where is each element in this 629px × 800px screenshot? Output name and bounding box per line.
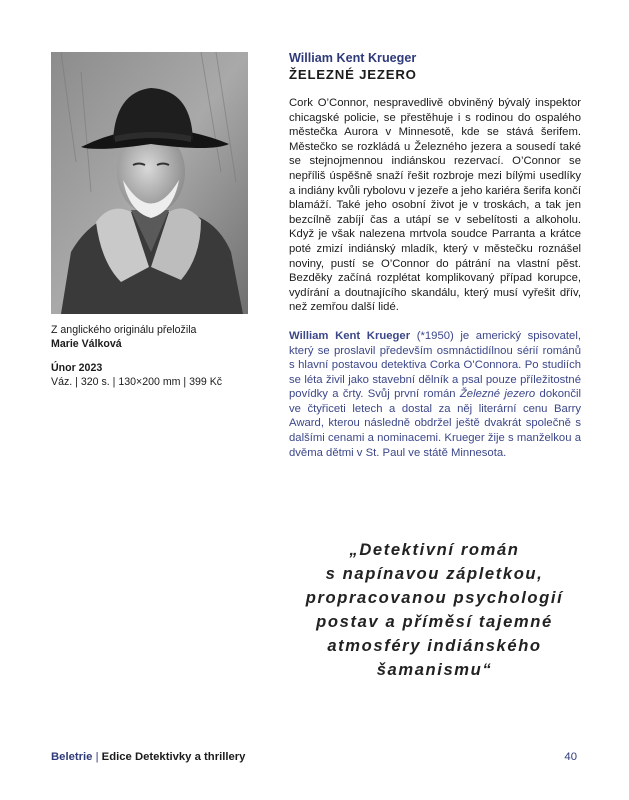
quote-line: postav a příměsí tajemné [316,612,553,631]
quote-line: atmosféry indiánského [327,636,542,655]
footer-series: Beletrie [51,751,93,763]
publication-info [51,323,261,389]
page-footer [51,751,581,763]
translator-name: Marie Válková [51,338,122,350]
bio-text-part1: (*1950) je americký spisovatel, který se proslavil především osmnáctidílnou sérií románů s hlavní postavou detektiva Corka O’Connora. Po studiích se léta živil jako stavební dělník a psal pouze příležitostné povídky a črty. Svůj první román [289,329,581,401]
footer-separator: | [92,751,102,763]
quote-line: s napínavou zápletkou, [325,564,544,583]
author-bio [289,329,581,460]
bio-work-title: Železné jezero [459,388,536,401]
book-description [289,51,581,460]
quote-line: propracovanou psychologií [305,588,564,607]
page-number: 40 [564,751,577,763]
bio-author-name: William Kent Krueger [289,329,411,342]
quote-line: šamanismu“ [376,660,493,679]
book-author: William Kent Krueger [289,51,417,65]
author-photo [51,52,248,314]
quote-line: „Detektivní román [349,540,520,559]
synopsis: Cork O’Connor, nespravedlivě obviněný bývalý inspektor chicagské policie, se přestěhuje i s rodinou do ospalého městečka Aurora v Minnesotě, kde se stává šerifem. Městečko se rozkládá u Železného jezera a sousedí také se stejnojmennou indiánskou rezervací. O’Connor se nepříliš úspěšně snaží řešit rozbroje mezi bílými usedlíky a indiány kvůli rybolovu v jezeře a jeho kariéra šerifa končí blamáží. Také jeho osobní život je v troskách, a tak jen bezcílně zabíjí čas a utápí se v sebelítosti a alkoholu. Když je však nalezena mrtvola soudce Parranta a krátce poté zmizí indiánský mladík, který v městečku roznášel noviny, pustí se O’Connor do pátrání na vlastní pěst. Bezděky začíná rozplétat komplikovaný případ korupce, vydírání a doutnajícího skandálu, který musí vyřešit dřív, než zemřou další lidé. [289,97,581,314]
pull-quote [282,538,587,682]
release-date: Únor 2023 [51,362,103,374]
footer-edition: Edice Detektivky a thrillery [101,751,246,763]
bio-text-part2: dokončil ve čtyřiceti letech a dostal za něj literární cenu Barry Award, kterou následně obdržel ještě dvakrát společně s dalšími cenami a nominacemi. Krueger žije s manželkou a dvěma dětmi v St. Paul ve státě Minnesota. [289,388,581,459]
book-details: Váz. | 320 s. | 130×200 mm | 399 Kč [51,376,223,388]
translation-label: Z anglického originálu přeložila [51,324,197,336]
book-title: ŽELEZNÉ JEZERO [289,67,417,82]
